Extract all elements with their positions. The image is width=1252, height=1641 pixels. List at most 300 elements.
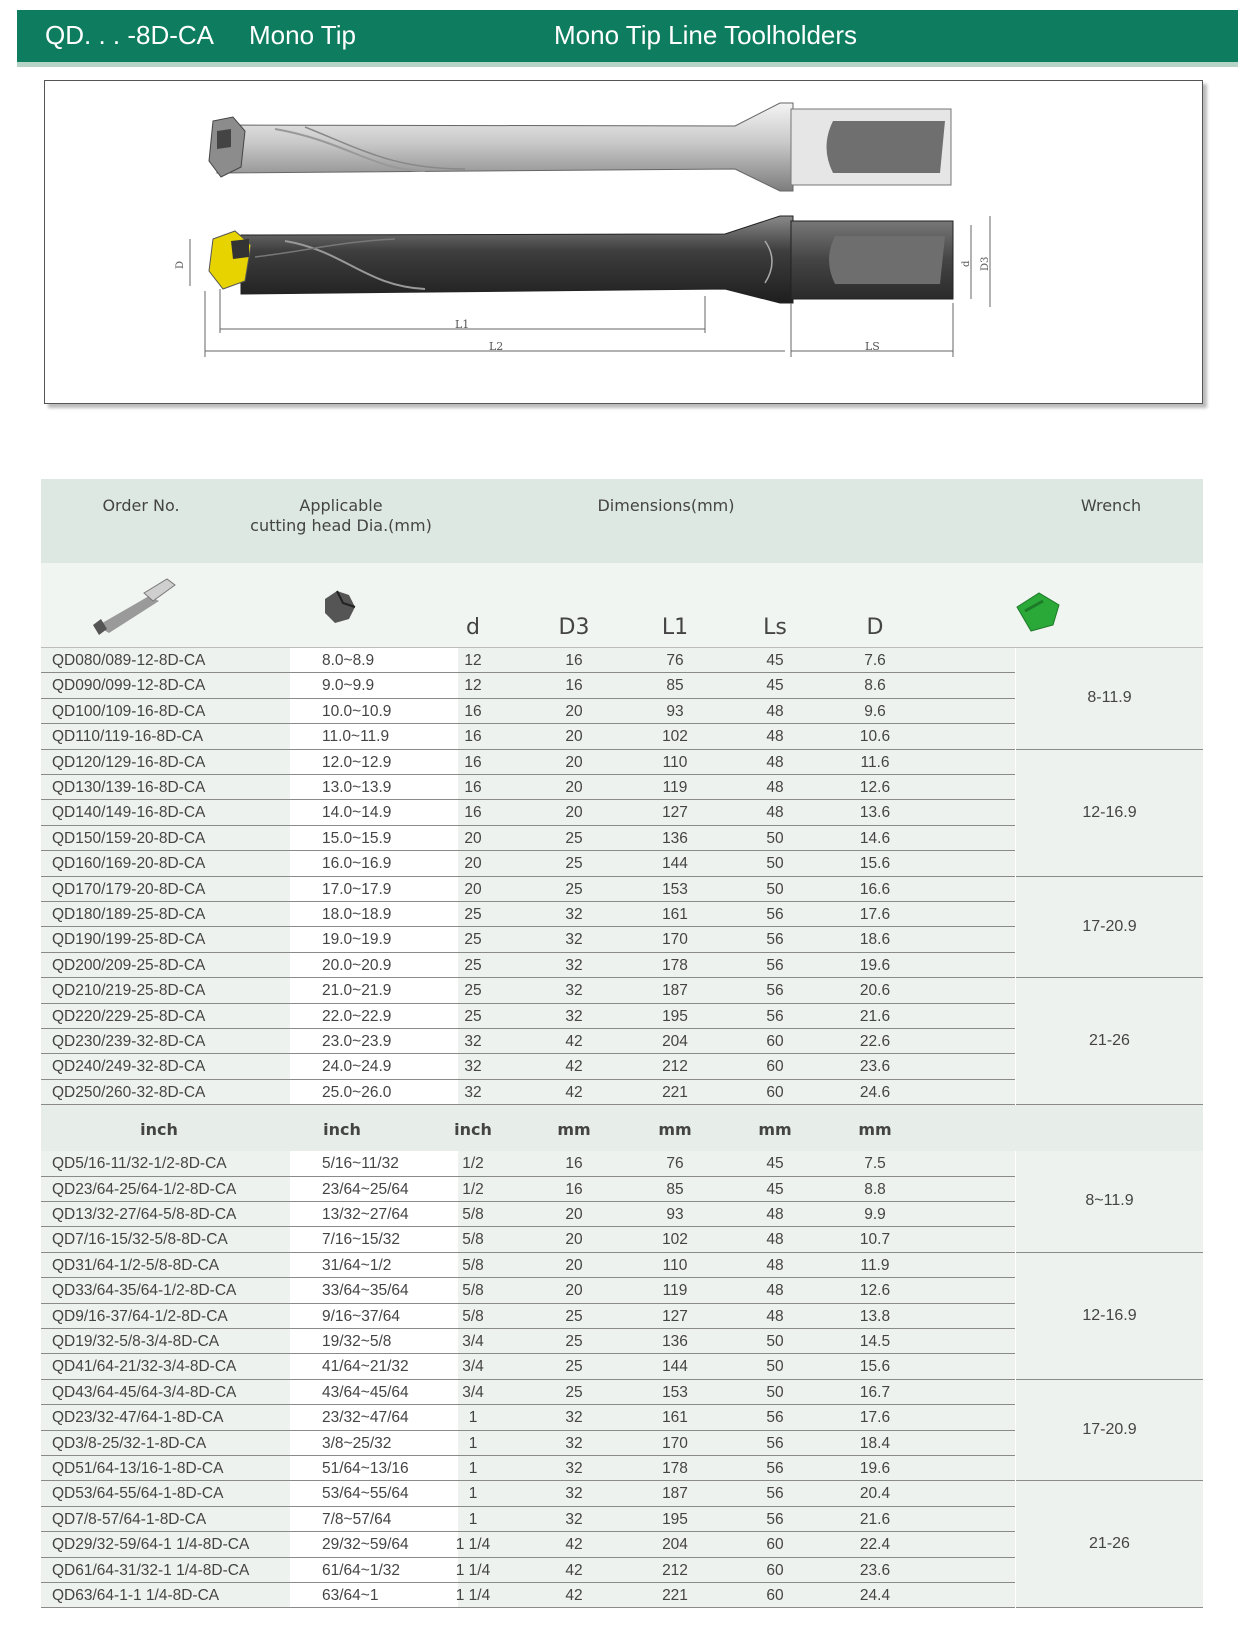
dim-d-cap-cell: 23.6	[859, 1058, 891, 1076]
unit-l1: mm	[658, 1120, 692, 1140]
dimensions-cells	[458, 1004, 1015, 1029]
dim-d3-cell: 32	[565, 982, 583, 1000]
order-no-cell: QD23/64-25/64-1/2-8D-CA	[41, 1177, 300, 1202]
dim-l1-cell: 127	[662, 1307, 688, 1325]
dim-d-cap-cell: 23.6	[859, 1561, 891, 1579]
dim-d-cap-cell: 15.6	[859, 855, 891, 873]
dim-l1-cell: 144	[662, 1358, 688, 1376]
table-row	[41, 1481, 1016, 1506]
dim-l1-cell: 110	[662, 753, 688, 771]
table-row	[41, 800, 1016, 825]
dimensions-cells	[458, 978, 1015, 1003]
table-row	[41, 1054, 1016, 1079]
unit-d3: mm	[557, 1120, 591, 1140]
dim-d-cell: 5/8	[462, 1282, 484, 1300]
dim-ls-cell: 56	[766, 1459, 784, 1477]
cutting-dia-cell: 5/16~11/32	[290, 1151, 458, 1176]
dim-label-ls: LS	[865, 340, 880, 353]
wrench-size-label: 12-16.9	[1082, 1306, 1137, 1324]
order-no-cell: QD140/149-16-8D-CA	[41, 800, 300, 825]
dim-d-cap-cell: 13.8	[859, 1307, 891, 1325]
dim-ls-cell: 56	[766, 956, 784, 974]
wrench-size-label: 8~11.9	[1085, 1192, 1134, 1210]
order-no-cell: QD63/64-1-1 1/4-8D-CA	[41, 1583, 300, 1608]
dim-ls-cell: 48	[766, 804, 784, 822]
dim-d-cell: 32	[464, 1033, 482, 1050]
dim-l1-cell: 127	[662, 804, 688, 822]
silver-tool-view	[209, 103, 951, 191]
dimensions-cells	[455, 1558, 1015, 1583]
table-row	[41, 1227, 1016, 1252]
dim-d-cell: 1	[468, 1510, 478, 1528]
dim-l1-cell: 221	[662, 1083, 688, 1101]
spec-table	[41, 479, 1203, 1608]
cutting-dia-cell: 29/32~59/64	[290, 1532, 458, 1557]
dim-d-cell: 3/4	[462, 1383, 484, 1401]
cutting-dia-cell: 19/32~5/8	[290, 1329, 458, 1354]
dim-l1-cell: 178	[662, 956, 688, 974]
cutting-dia-cell: 25.0~26.0	[290, 1080, 458, 1105]
dimensions-cells	[458, 1405, 1015, 1430]
dimensions-cells	[458, 1354, 1015, 1379]
wrench-cell	[1016, 877, 1203, 979]
table-row	[41, 1278, 1016, 1303]
dim-d-cell: 25	[464, 906, 482, 923]
dim-l1-cell: 195	[662, 1007, 688, 1025]
dim-ls-cell: 56	[766, 1485, 784, 1503]
dim-d3-cell: 32	[565, 956, 583, 974]
wrench-size-label: 21-26	[1089, 1032, 1130, 1050]
dim-d-cell: 25	[464, 982, 482, 1000]
header-type: Mono Tip	[249, 20, 356, 50]
wrench-cell	[1016, 648, 1203, 750]
dim-d3-cell: 32	[565, 1409, 583, 1427]
table-header	[41, 479, 1203, 563]
dimensions-cells	[458, 1304, 1015, 1329]
dim-l1-cell: 93	[666, 1205, 684, 1223]
dim-d-cap-cell: 10.6	[859, 728, 891, 746]
header-dimensions: Dimensions(mm)	[597, 496, 735, 515]
table-row	[41, 673, 1016, 698]
cutting-dia-cell: 13.0~13.9	[290, 775, 458, 800]
dim-ls-cell: 60	[766, 1058, 784, 1076]
dim-d3-cell: 20	[565, 728, 583, 746]
order-no-cell: QD240/249-32-8D-CA	[41, 1054, 300, 1079]
dim-l1-cell: 119	[662, 1282, 688, 1300]
dimensions-cells	[458, 1507, 1015, 1532]
order-no-cell: QD120/129-16-8D-CA	[41, 750, 300, 775]
header-wrench: Wrench	[1080, 496, 1142, 515]
dim-d3-cell: 25	[565, 1358, 583, 1376]
order-no-cell: QD3/8-25/32-1-8D-CA	[41, 1431, 300, 1456]
dim-d-cell: 25	[464, 931, 482, 949]
table-row	[41, 1507, 1016, 1532]
table-row	[41, 1004, 1016, 1029]
table-row	[41, 1431, 1016, 1456]
dimensions-cells	[458, 1177, 1015, 1202]
dim-ls-cell: 50	[766, 1358, 784, 1376]
dimensions-cells	[458, 1278, 1015, 1303]
dim-ls-cell: 56	[766, 1409, 784, 1427]
dim-d-cap-cell: 14.6	[859, 829, 891, 847]
dim-l1-cell: 204	[662, 1033, 688, 1050]
symbol-d: d	[466, 615, 480, 640]
unit-ls: mm	[758, 1120, 792, 1140]
order-no-cell: QD080/089-12-8D-CA	[41, 648, 300, 673]
order-no-cell: QD41/64-21/32-3/4-8D-CA	[41, 1354, 300, 1379]
header-underline	[17, 62, 1238, 67]
dim-d-cell: 1 1/4	[455, 1586, 491, 1604]
cutting-dia-cell: 23/64~25/64	[290, 1177, 458, 1202]
dim-d3-cell: 32	[565, 906, 583, 923]
dim-d3-cell: 25	[565, 1332, 583, 1350]
dim-ls-cell: 48	[766, 1205, 784, 1223]
dim-d-cell: 16	[464, 728, 482, 746]
dim-d-cap-cell: 7.5	[864, 1155, 886, 1173]
table-row	[41, 1202, 1016, 1227]
dim-ls-cell: 56	[766, 1007, 784, 1025]
cutting-dia-cell: 11.0~11.9	[290, 724, 458, 749]
dim-ls-cell: 48	[766, 779, 784, 796]
table-row	[41, 1151, 1016, 1176]
dim-ls-cell: 60	[766, 1083, 784, 1101]
dimensions-cells	[458, 851, 1015, 876]
dim-l1-cell: 102	[662, 728, 688, 746]
dim-l1-cell: 102	[662, 1231, 688, 1249]
dim-d-cap-cell: 8.6	[864, 677, 886, 695]
dim-d-cap-cell: 22.4	[859, 1536, 891, 1554]
unit-d-cap: mm	[858, 1120, 892, 1140]
unit-row	[41, 1105, 1203, 1151]
dim-d-cap-cell: 20.4	[859, 1485, 891, 1503]
dim-ls-cell: 50	[766, 829, 784, 847]
dim-d3-cell: 25	[565, 880, 583, 898]
dim-d-cap-cell: 22.6	[859, 1033, 891, 1050]
order-no-cell: QD220/229-25-8D-CA	[41, 1004, 300, 1029]
symbol-d-cap: D	[866, 615, 884, 640]
order-no-cell: QD53/64-55/64-1-8D-CA	[41, 1481, 300, 1506]
cutting-dia-cell: 18.0~18.9	[290, 902, 458, 927]
dim-d-cell: 25	[464, 956, 482, 974]
dim-d3-cell: 42	[565, 1561, 583, 1579]
dim-l1-cell: 85	[666, 677, 684, 695]
cutting-head-icon	[319, 587, 363, 627]
dim-d3-cell: 42	[565, 1536, 583, 1554]
dim-d-cell: 1/2	[462, 1180, 484, 1198]
dim-d-cell: 1/2	[462, 1155, 484, 1173]
dim-l1-cell: 153	[662, 1383, 688, 1401]
dim-ls-cell: 45	[766, 652, 784, 669]
cutting-dia-cell: 16.0~16.9	[290, 851, 458, 876]
dim-ls-cell: 48	[766, 702, 784, 720]
dimensions-cells	[458, 1151, 1015, 1176]
order-no-cell: QD230/239-32-8D-CA	[41, 1029, 300, 1054]
table-row	[41, 978, 1016, 1003]
table-row	[41, 699, 1016, 724]
cutting-dia-cell: 12.0~12.9	[290, 750, 458, 775]
symbol-ls: Ls	[763, 615, 787, 640]
order-no-cell: QD19/32-5/8-3/4-8D-CA	[41, 1329, 300, 1354]
dim-d3-cell: 42	[565, 1586, 583, 1604]
table-row	[41, 877, 1016, 902]
cutting-dia-cell: 63/64~1	[290, 1583, 458, 1608]
table-row	[41, 1456, 1016, 1481]
dim-ls-cell: 48	[766, 1256, 784, 1274]
dim-ls-cell: 45	[766, 677, 784, 695]
dim-d3-cell: 20	[565, 1282, 583, 1300]
unit-d: inch	[454, 1120, 492, 1140]
dim-d3-cell: 20	[565, 1256, 583, 1274]
dimensions-cells	[458, 1054, 1015, 1079]
dim-d-cell: 5/8	[462, 1307, 484, 1325]
dim-ls-cell: 60	[766, 1561, 784, 1579]
dimensions-cells	[458, 775, 1015, 800]
cutting-dia-cell: 17.0~17.9	[290, 877, 458, 902]
dimensions-cells	[458, 1202, 1015, 1227]
header-bar	[17, 10, 1238, 62]
order-no-cell: QD160/169-20-8D-CA	[41, 851, 300, 876]
dim-d-cap-cell: 9.9	[864, 1205, 886, 1223]
dim-d3-cell: 32	[565, 1485, 583, 1503]
dim-label-l2: L2	[489, 340, 504, 353]
table-row	[41, 1080, 1016, 1105]
order-no-cell: QD150/159-20-8D-CA	[41, 826, 300, 851]
table-row	[41, 1177, 1016, 1202]
cutting-dia-cell: 20.0~20.9	[290, 953, 458, 978]
dim-d-cell: 20	[464, 880, 482, 898]
dim-ls-cell: 60	[766, 1033, 784, 1050]
dim-d-cap-cell: 24.6	[859, 1083, 891, 1101]
dim-d-cap-cell: 10.7	[859, 1231, 891, 1249]
dim-l1-cell: 178	[662, 1459, 688, 1477]
dim-ls-cell: 45	[766, 1180, 784, 1198]
dim-d3-cell: 20	[565, 753, 583, 771]
dim-ls-cell: 45	[766, 1155, 784, 1173]
dimensions-cells	[458, 750, 1015, 775]
dimensions-cells	[458, 1080, 1015, 1105]
header-title: Mono Tip Line Toolholders	[554, 20, 858, 50]
dimensions-cells	[458, 826, 1015, 851]
table-symbol-row	[41, 563, 1203, 648]
symbol-l1: L1	[661, 615, 689, 640]
cutting-dia-cell: 19.0~19.9	[290, 927, 458, 952]
dim-d3-cell: 25	[565, 855, 583, 873]
dim-ls-cell: 48	[766, 1231, 784, 1249]
table-row	[41, 1253, 1016, 1278]
metric-section	[41, 648, 1203, 1105]
table-row	[41, 1583, 1016, 1608]
dim-l1-cell: 170	[662, 1434, 688, 1452]
dimensions-cells	[458, 699, 1015, 724]
table-row	[41, 775, 1016, 800]
dim-d3-cell: 16	[565, 677, 583, 695]
dim-l1-cell: 136	[662, 829, 688, 847]
dim-d3-cell: 16	[565, 1155, 583, 1173]
dim-ls-cell: 50	[766, 855, 784, 873]
table-row	[41, 927, 1016, 952]
order-no-cell: QD7/8-57/64-1-8D-CA	[41, 1507, 300, 1532]
wrench-cell	[1016, 1253, 1203, 1380]
cutting-dia-cell: 10.0~10.9	[290, 699, 458, 724]
dimensions-cells	[458, 648, 1015, 673]
dim-l1-cell: 161	[662, 1409, 688, 1427]
order-no-cell: QD29/32-59/64-1 1/4-8D-CA	[41, 1532, 300, 1557]
toolholder-icon	[89, 571, 179, 637]
dim-l1-cell: 187	[662, 982, 688, 1000]
dim-d3-cell: 16	[565, 652, 583, 669]
cutting-dia-cell: 24.0~24.9	[290, 1054, 458, 1079]
order-no-cell: QD090/099-12-8D-CA	[41, 673, 300, 698]
dim-d3-cell: 20	[565, 1231, 583, 1249]
wrench-size-label: 8-11.9	[1087, 689, 1132, 707]
dim-d-cap-cell: 18.6	[859, 931, 891, 949]
wrench-size-label: 17-20.9	[1082, 1421, 1137, 1439]
order-no-cell: QD100/109-16-8D-CA	[41, 699, 300, 724]
dimensions-cells	[458, 902, 1015, 927]
order-no-cell: QD5/16-11/32-1/2-8D-CA	[41, 1151, 300, 1176]
cutting-dia-cell: 23.0~23.9	[290, 1029, 458, 1054]
dim-l1-cell: 161	[662, 906, 688, 923]
dim-d3-cell: 16	[565, 1180, 583, 1198]
dim-d-cap-cell: 21.6	[859, 1007, 891, 1025]
dim-d-cap-cell: 12.6	[859, 779, 891, 796]
dim-d-cell: 20	[464, 855, 482, 873]
toolholder-illustration	[45, 81, 1202, 403]
dim-d-cap-cell: 9.6	[864, 702, 886, 720]
header-applicable-1: Applicable	[299, 496, 383, 515]
header-applicable-2: cutting head Dia.(mm)	[250, 516, 432, 535]
dim-d-cell: 5/8	[462, 1256, 484, 1274]
cutting-dia-cell: 3/8~25/32	[290, 1431, 458, 1456]
header-order-no: Order No.	[102, 496, 180, 515]
dim-ls-cell: 60	[766, 1536, 784, 1554]
dimensions-cells	[458, 724, 1015, 749]
order-no-cell: QD23/32-47/64-1-8D-CA	[41, 1405, 300, 1430]
order-no-cell: QD9/16-37/64-1/2-8D-CA	[41, 1304, 300, 1329]
dimensions-cells	[458, 877, 1015, 902]
dimensions-cells	[458, 1253, 1015, 1278]
dim-d-cap-cell: 24.4	[859, 1586, 891, 1604]
dimensions-cells	[458, 1481, 1015, 1506]
dim-d-cap-cell: 14.5	[859, 1332, 891, 1350]
dim-label-d: d	[961, 260, 972, 267]
dim-d-cap-cell: 7.6	[864, 652, 886, 669]
dimensions-cells	[458, 1431, 1015, 1456]
dimensions-cells	[458, 953, 1015, 978]
dim-ls-cell: 56	[766, 1510, 784, 1528]
dim-l1-cell: 76	[666, 652, 684, 669]
order-no-cell: QD31/64-1/2-5/8-8D-CA	[41, 1253, 300, 1278]
header-code: QD. . . -8D-CA	[45, 20, 215, 50]
dim-d3-cell: 32	[565, 931, 583, 949]
order-no-cell: QD7/16-15/32-5/8-8D-CA	[41, 1227, 300, 1252]
wrench-size-label: 21-26	[1089, 1535, 1130, 1553]
dim-d-cell: 1	[468, 1485, 478, 1503]
order-no-cell: QD13/32-27/64-5/8-8D-CA	[41, 1202, 300, 1227]
table-row	[41, 1029, 1016, 1054]
wrench-size-label: 12-16.9	[1082, 803, 1137, 821]
dim-d-cap-cell: 11.6	[860, 753, 890, 771]
dark-tool-view	[209, 216, 953, 303]
dim-ls-cell: 50	[766, 1383, 784, 1401]
dimensions-cells	[455, 1532, 1015, 1557]
dim-l1-cell: 144	[662, 855, 688, 873]
dimensions-cells	[458, 1029, 1015, 1054]
cutting-dia-cell: 22.0~22.9	[290, 1004, 458, 1029]
wrench-icon	[1009, 587, 1069, 635]
dimensions-cells	[458, 1227, 1015, 1252]
dim-d-cell: 12	[464, 652, 482, 669]
inch-section	[41, 1151, 1203, 1608]
table-row	[41, 1405, 1016, 1430]
table-row	[41, 1380, 1016, 1405]
dim-l1-cell: 212	[662, 1058, 688, 1076]
unit-dia: inch	[323, 1120, 361, 1140]
dim-d-cell: 1 1/4	[455, 1561, 491, 1579]
wrench-size-label: 17-20.9	[1082, 917, 1137, 935]
order-no-cell: QD170/179-20-8D-CA	[41, 877, 300, 902]
order-no-cell: QD180/189-25-8D-CA	[41, 902, 300, 927]
dim-ls-cell: 50	[766, 880, 784, 898]
cutting-dia-cell: 61/64~1/32	[290, 1558, 458, 1583]
dim-l1-cell: 212	[662, 1561, 688, 1579]
dim-l1-cell: 204	[662, 1536, 688, 1554]
dim-ls-cell: 48	[766, 1307, 784, 1325]
dim-d3-cell: 20	[565, 702, 583, 720]
dim-ls-cell: 60	[766, 1586, 784, 1604]
order-no-cell: QD190/199-25-8D-CA	[41, 927, 300, 952]
dim-d-cap-cell: 15.6	[859, 1358, 891, 1376]
wrench-cell	[1016, 978, 1203, 1105]
dim-l1-cell: 153	[662, 880, 688, 898]
dim-d-cell: 3/4	[462, 1332, 484, 1350]
dim-d3-cell: 32	[565, 1459, 583, 1477]
dim-d3-cell: 25	[565, 829, 583, 847]
dim-d-cap-cell: 19.6	[859, 1459, 891, 1477]
cutting-dia-cell: 8.0~8.9	[290, 648, 458, 673]
cutting-dia-cell: 7/16~15/32	[290, 1227, 458, 1252]
cutting-dia-cell: 13/32~27/64	[290, 1202, 458, 1227]
dim-d-cell: 16	[464, 804, 482, 822]
dim-l1-cell: 76	[666, 1155, 684, 1173]
table-row	[41, 953, 1016, 978]
dim-d-cap-cell: 16.7	[859, 1383, 891, 1401]
table-row	[41, 902, 1016, 927]
dim-ls-cell: 48	[766, 753, 784, 771]
dim-l1-cell: 110	[662, 1256, 688, 1274]
dim-d-cell: 1 1/4	[455, 1536, 491, 1554]
cutting-dia-cell: 23/32~47/64	[290, 1405, 458, 1430]
symbol-d3: D3	[558, 615, 590, 640]
dim-d3-cell: 42	[565, 1058, 583, 1076]
dim-d3-cell: 20	[565, 804, 583, 822]
dim-d3-cell: 32	[565, 1510, 583, 1528]
dim-d-cap-cell: 21.6	[859, 1510, 891, 1528]
dim-d-cap-cell: 8.8	[864, 1180, 886, 1198]
unit-order: inch	[140, 1120, 178, 1140]
wrench-cell	[1016, 1380, 1203, 1482]
dim-l1-cell: 136	[662, 1332, 688, 1350]
dim-d-cell: 32	[464, 1083, 482, 1101]
table-row	[41, 1304, 1016, 1329]
dimensions-cells	[458, 1380, 1015, 1405]
order-no-cell: QD51/64-13/16-1-8D-CA	[41, 1456, 300, 1481]
dim-d-cell: 16	[464, 702, 482, 720]
dim-d-cap-cell: 12.6	[859, 1282, 891, 1300]
order-no-cell: QD200/209-25-8D-CA	[41, 953, 300, 978]
dim-l1-cell: 170	[662, 931, 688, 949]
cutting-dia-cell: 14.0~14.9	[290, 800, 458, 825]
